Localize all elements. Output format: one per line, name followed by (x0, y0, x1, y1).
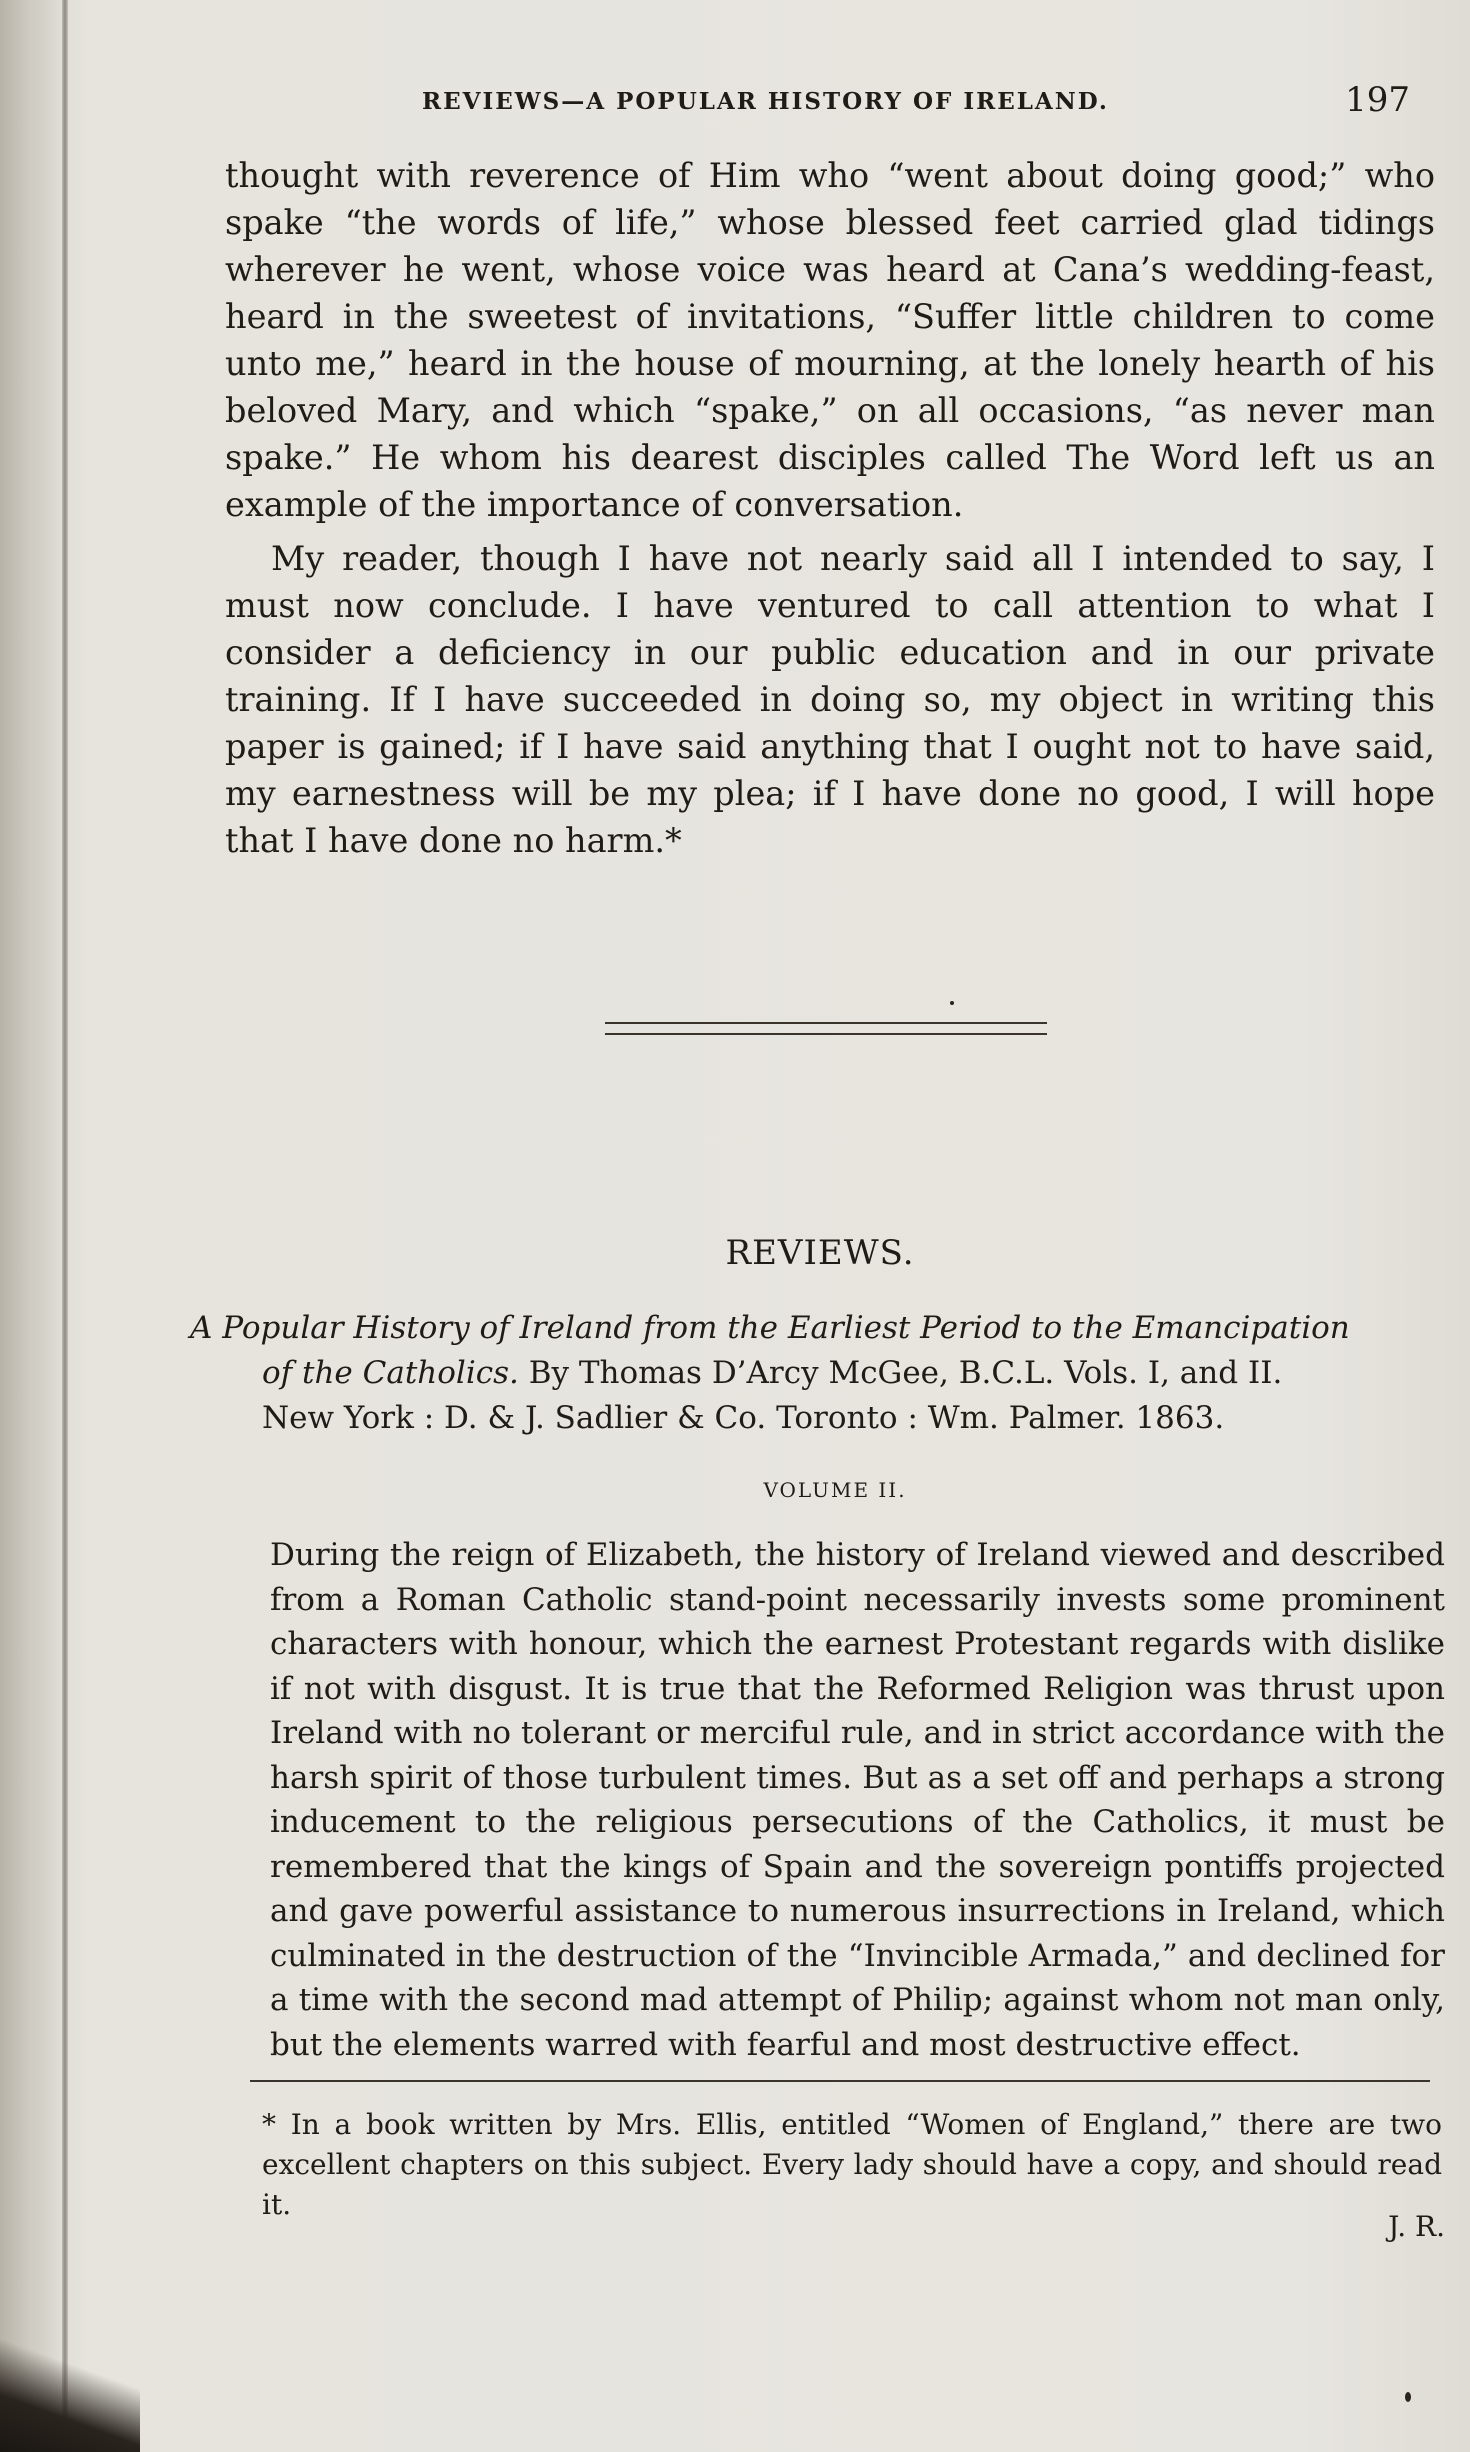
section-title: REVIEWS. (725, 1233, 915, 1273)
footnote-rule (250, 2080, 1430, 2082)
running-head-title: REVIEWS—A POPULAR HISTORY OF IRELAND. (422, 88, 1109, 115)
article-paragraph: thought with reverence of Him who “went about doing good;” who spake “the words of life,” whose blessed feet carried glad tidings wherever he went, whose voice was heard at Cana’s wedding-feast, heard in the sweetest of invitations, “Suffer little children to come unto me,” heard in the house of mourning, at the lonely hearth of his beloved Mary, and which “spake,” on all occasions, “as never man spake.” He whom his dearest disciples called The Word left us an example of the importance of conversation. (225, 156, 1435, 524)
binding-edge (62, 0, 68, 2452)
footnote-signature: J. R. (1388, 2210, 1445, 2243)
citation-line (190, 1310, 1350, 1346)
page-number: 197 (1345, 80, 1410, 120)
ink-speck (1405, 2392, 1411, 2402)
corner-shadow (0, 2340, 140, 2452)
page-gutter (0, 0, 60, 2452)
citation-publisher: New York : D. & J. Sadlier & Co. Toronto : Wm. Palmer. 1863. (262, 1400, 1225, 1436)
review-citation (190, 1306, 1445, 1441)
review-paragraph: During the reign of Elizabeth, the history of Ireland viewed and described from a Roman Catholic stand-point necessarily invests some prominent characters with honour, which the earnest Protestant regards with dislike if not with disgust. It is true that the Reformed Religion was thrust upon Ireland with no tolerant or merciful rule, and in strict accordance with the harsh spirit of those turbulent times. But as a set off and perhaps a strong inducement to the religious persecutions of the Catholics, it must be remembered that the kings of Spain and the sovereign pontiffs projected and gave powerful assistance to numerous insurrections in Ireland, which culminated in the destruction of the “Invincible Armada,” and declined for a time with the second mad attempt of Philip; against whom not man only, but the elements warred with fearful and most destructive effect. (270, 1537, 1445, 2063)
section-divider (605, 1022, 1047, 1035)
citation-line (190, 1351, 1445, 1396)
volume-heading: VOLUME II. (763, 1478, 907, 1502)
ink-speck (950, 1001, 954, 1005)
article-paragraph: My reader, though I have not nearly said all I intended to say, I must now conclude. I have ventured to call attention to what I consider a deficiency in our public education and in our private training. If I have succeeded in doing so, my object in writing this paper is gained; if I have said anything that I ought not to have said, my earnestness will be my plea; if I have done no good, I will hope that I have done no harm.* (225, 539, 1435, 860)
footnote: * In a book written by Mrs. Ellis, entitled “Women of England,” there are two excellent chapters on this subject. Every lady should have a copy, and should read it. (262, 2108, 1442, 2221)
citation-title: Popular History of Ireland from the Earliest Period to the Emancipation (222, 1310, 1350, 1346)
citation-title-cont: of the Catholics. (262, 1355, 519, 1391)
citation-letter: A (190, 1310, 213, 1346)
citation-author: By Thomas D’Arcy McGee, B.C.L. Vols. I, and II. (528, 1355, 1283, 1391)
running-head (200, 80, 1430, 128)
